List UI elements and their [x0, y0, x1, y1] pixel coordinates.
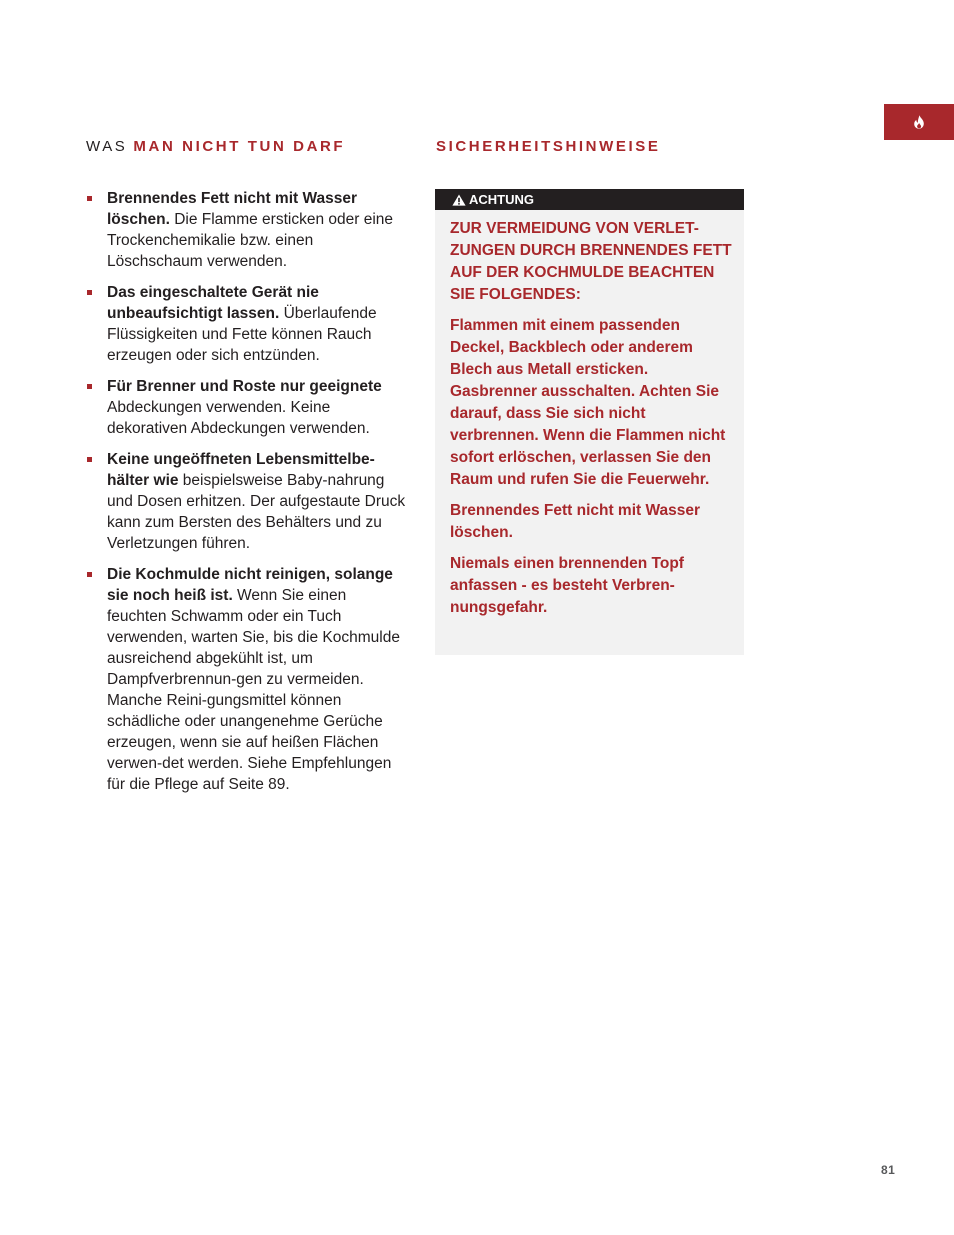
warning-paragraph: Niemals einen brennenden Topf anfassen - es besteht Verbren-nungsgefahr. — [450, 555, 684, 616]
item-text: Wenn Sie einen feuchten Schwamm oder ein Tuch verwenden, warten Sie, bis die Kochmulde ausreichend abgekühlt ist, um Dampfverbrennun-gen zu vermeiden. Manche Reini-gungsmittel können schädliche oder unangenehme Gerüche erzeugen, wenn sie auf heißen Flächen verwen-det werden. Siehe Empfehlungen für die Pflege auf Seite 89. — [107, 587, 400, 793]
list-item — [86, 376, 408, 439]
warning-header-bar — [435, 189, 744, 210]
list-item — [86, 282, 408, 366]
item-bold-lead: Brennendes Fett nicht mit Wasser löschen. — [107, 190, 358, 228]
item-text: beispielsweise Baby-nahrung und Dosen erhitzen. Der aufgestaute Druck kann zum Bersten des Behälters und zu Verletzungen führen. — [107, 472, 406, 552]
right-section-heading: SICHERHEITSHINWEISE — [436, 138, 661, 155]
heading-prefix: WAS — [86, 138, 128, 155]
bullet-square-icon — [87, 572, 92, 577]
warning-body — [435, 210, 744, 619]
item-text: Die Flamme ersticken oder eine Trockenchemikalie bzw. einen Löschschaum verwenden. — [107, 211, 394, 270]
bullet-square-icon — [87, 196, 92, 201]
item-bold-lead: Die Kochmulde nicht reinigen, solange sie noch heiß ist. — [107, 566, 393, 604]
list-item — [86, 564, 408, 795]
warning-box — [435, 189, 744, 655]
page-number: 81 — [881, 1163, 896, 1177]
item-bold-lead: Das eingeschaltete Gerät nie unbeaufsichtigt lassen. — [107, 284, 319, 322]
bullet-square-icon — [87, 384, 92, 389]
list-item — [86, 449, 408, 554]
warning-triangle-icon — [452, 194, 469, 206]
warning-label: ACHTUNG — [469, 192, 534, 207]
item-bold-lead: Keine ungeöffneten Lebensmittelbe-hälter wie — [107, 451, 375, 489]
list-item — [86, 188, 408, 272]
item-text: Überlaufende Flüssigkeiten und Fette können Rauch erzeugen oder sich entzünden. — [107, 305, 377, 364]
warning-paragraph: ZUR VERMEIDUNG VON VERLET-ZUNGEN DURCH BRENNENDES FETT AUF DER KOCHMULDE BEACHTEN SIE FOLGENDES: — [450, 220, 732, 303]
warning-paragraph: Brennendes Fett nicht mit Wasser löschen. — [450, 502, 701, 541]
bullet-square-icon — [87, 290, 92, 295]
bullet-square-icon — [87, 457, 92, 462]
section-tab — [884, 104, 954, 140]
dont-list — [86, 188, 408, 805]
heading-main: MAN NICHT TUN DARF — [133, 138, 346, 155]
left-section-heading — [86, 138, 345, 156]
item-text: Abdeckungen verwenden. Keine dekorativen Abdeckungen verwenden. — [107, 399, 370, 437]
flame-icon — [913, 115, 925, 129]
item-bold-lead: Für Brenner und Roste nur geeignete — [107, 378, 382, 395]
warning-paragraph: Flammen mit einem passenden Deckel, Backblech oder anderem Blech aus Metall ersticken. Gasbrenner ausschalten. Achten Sie darauf, dass Sie sich nicht verbrennen. Wenn die Flammen nicht sofort erlöschen, verlassen Sie den Raum und rufen Sie die Feuerwehr. — [450, 317, 726, 488]
